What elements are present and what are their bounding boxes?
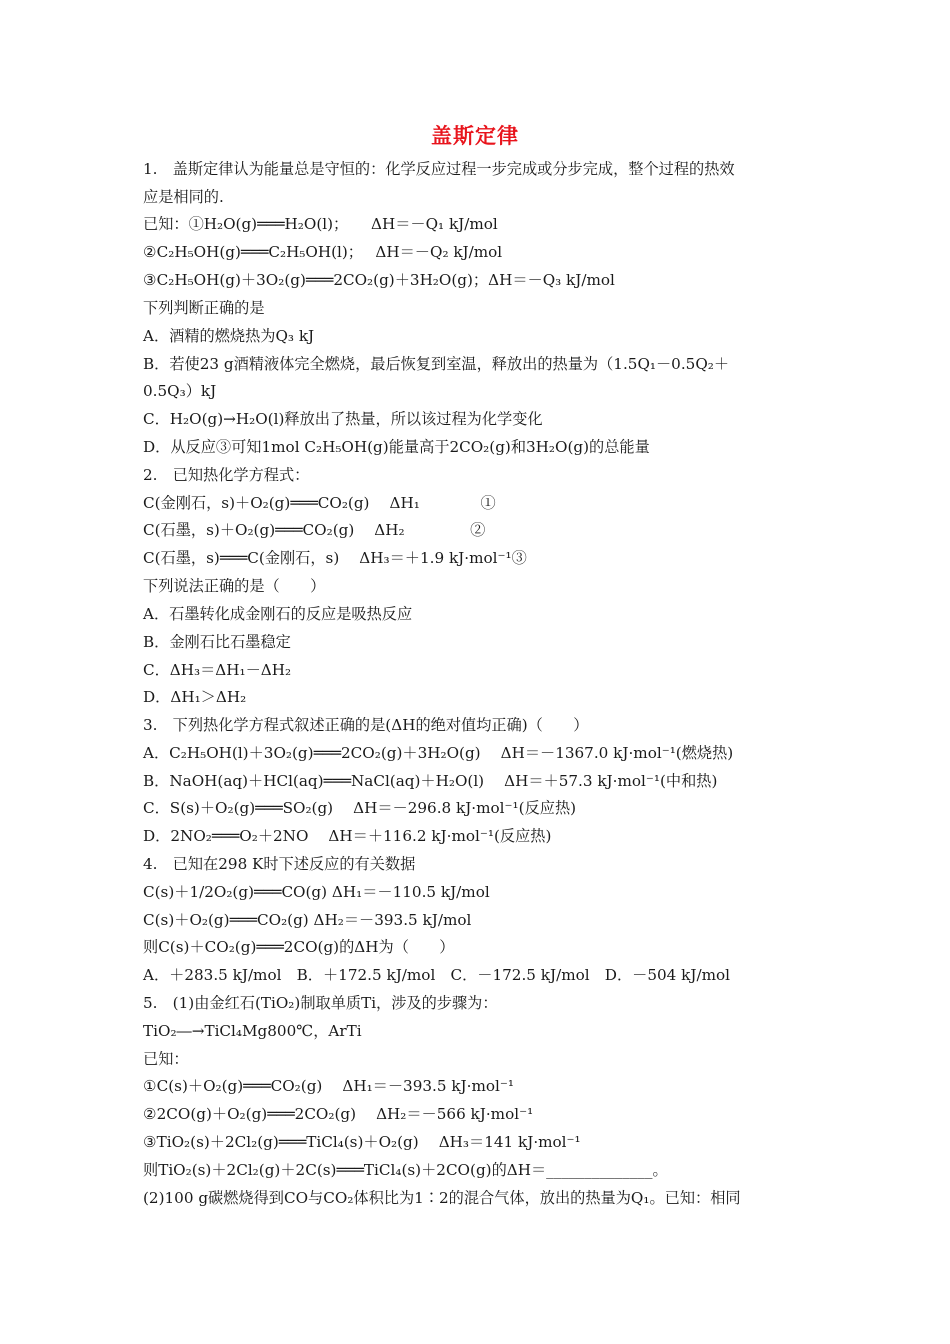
text-line: 已知：①H₂O(g)═══H₂O(l)； ΔH＝－Q₁ kJ/mol xyxy=(143,215,498,233)
text-line: ③C₂H₅OH(g)＋3O₂(g)═══2CO₂(g)＋3H₂O(g)；ΔH＝－Q₃ kJ/mol xyxy=(143,271,615,289)
text-line: C．H₂O(g)→H₂O(l)释放出了热量，所以该过程为化学变化 xyxy=(143,410,543,428)
text-line: 已知： xyxy=(143,1050,189,1068)
text-line: D．ΔH₁＞ΔH₂ xyxy=(143,688,247,706)
text-line: 3. 下列热化学方程式叙述正确的是(ΔH的绝对值均正确)（ ） xyxy=(143,716,589,734)
text-line: 5. (1)由金红石(TiO₂)制取单质Ti，涉及的步骤为： xyxy=(143,994,498,1012)
text-line: B．NaOH(aq)＋HCl(aq)═══NaCl(aq)＋H₂O(l) ΔH＝＋57.3 kJ·mol⁻¹(中和热) xyxy=(143,772,718,790)
text-line: 2. 已知热化学方程式： xyxy=(143,466,310,484)
page-title: 盖斯定律 xyxy=(431,123,519,148)
text-line: ③TiO₂(s)＋2Cl₂(g)═══TiCl₄(s)＋O₂(g) ΔH₃＝141 kJ·mol⁻¹ xyxy=(143,1133,581,1151)
text-line: C．ΔH₃＝ΔH₁－ΔH₂ xyxy=(143,661,292,679)
text-line: ②2CO(g)＋O₂(g)═══2CO₂(g) ΔH₂＝－566 kJ·mol⁻¹ xyxy=(143,1105,534,1123)
text-line: A．酒精的燃烧热为Q₃ kJ xyxy=(143,327,315,345)
text-line: 4. 已知在298 K时下述反应的有关数据 xyxy=(143,855,416,873)
text-line: TiO₂―→TiCl₄Mg800℃，ArTi xyxy=(143,1022,362,1040)
text-line: 则TiO₂(s)＋2Cl₂(g)＋2C(s)═══TiCl₄(s)＋2CO(g)的ΔH＝______________。 xyxy=(143,1161,668,1179)
text-line: A．C₂H₅OH(l)＋3O₂(g)═══2CO₂(g)＋3H₂O(g) ΔH＝－1367.0 kJ·mol⁻¹(燃烧热) xyxy=(143,744,734,762)
text-line: 则C(s)＋CO₂(g)═══2CO(g)的ΔH为（ ） xyxy=(143,938,455,956)
text-line: 1. 盖斯定律认为能量总是守恒的：化学反应过程一步完成或分步完成，整个过程的热效 xyxy=(143,160,735,178)
text-line: C．S(s)＋O₂(g)═══SO₂(g) ΔH＝－296.8 kJ·mol⁻¹(反应热) xyxy=(143,799,577,817)
text-line: D．从反应③可知1mol C₂H₅OH(g)能量高于2CO₂(g)和3H₂O(g)的总能量 xyxy=(143,438,650,456)
text-line: B．金刚石比石墨稳定 xyxy=(143,633,291,651)
text-line: (2)100 g碳燃烧得到CO与CO₂体积比为1∶2的混合气体，放出的热量为Q₁。已知：相同 xyxy=(143,1189,741,1207)
text-line: A．＋283.5 kJ/mol B．＋172.5 kJ/mol C．－172.5 kJ/mol D．－504 kJ/mol xyxy=(143,966,730,984)
text-line: ②C₂H₅OH(g)═══C₂H₅OH(l)； ΔH＝－Q₂ kJ/mol xyxy=(143,243,503,261)
text-line: ①C(s)＋O₂(g)═══CO₂(g) ΔH₁＝－393.5 kJ·mol⁻¹ xyxy=(143,1077,514,1095)
text-line: A．石墨转化成金刚石的反应是吸热反应 xyxy=(143,605,413,623)
text-line: C(金刚石，s)＋O₂(g)═══CO₂(g) ΔH₁ ① xyxy=(143,494,496,512)
text-line: C(石墨，s)＋O₂(g)═══CO₂(g) ΔH₂ ② xyxy=(143,521,486,539)
text-line: B．若使23 g酒精液体完全燃烧，最后恢复到室温，释放出的热量为（1.5Q₁－0.5Q₂＋ xyxy=(143,355,730,373)
text-line: C(s)＋1/2O₂(g)═══CO(g) ΔH₁＝－110.5 kJ/mol xyxy=(143,883,490,901)
text-line: 0.5Q₃）kJ xyxy=(143,382,217,400)
text-line: 应是相同的. xyxy=(143,188,224,206)
text-line: 下列说法正确的是（ ） xyxy=(143,577,326,595)
text-line: D．2NO₂═══O₂＋2NO ΔH＝＋116.2 kJ·mol⁻¹(反应热) xyxy=(143,827,552,845)
text-line: 下列判断正确的是 xyxy=(143,299,265,317)
text-line: C(s)＋O₂(g)═══CO₂(g) ΔH₂＝－393.5 kJ/mol xyxy=(143,911,472,929)
text-line: C(石墨，s)═══C(金刚石，s) ΔH₃＝＋1.9 kJ·mol⁻¹③ xyxy=(143,549,527,567)
